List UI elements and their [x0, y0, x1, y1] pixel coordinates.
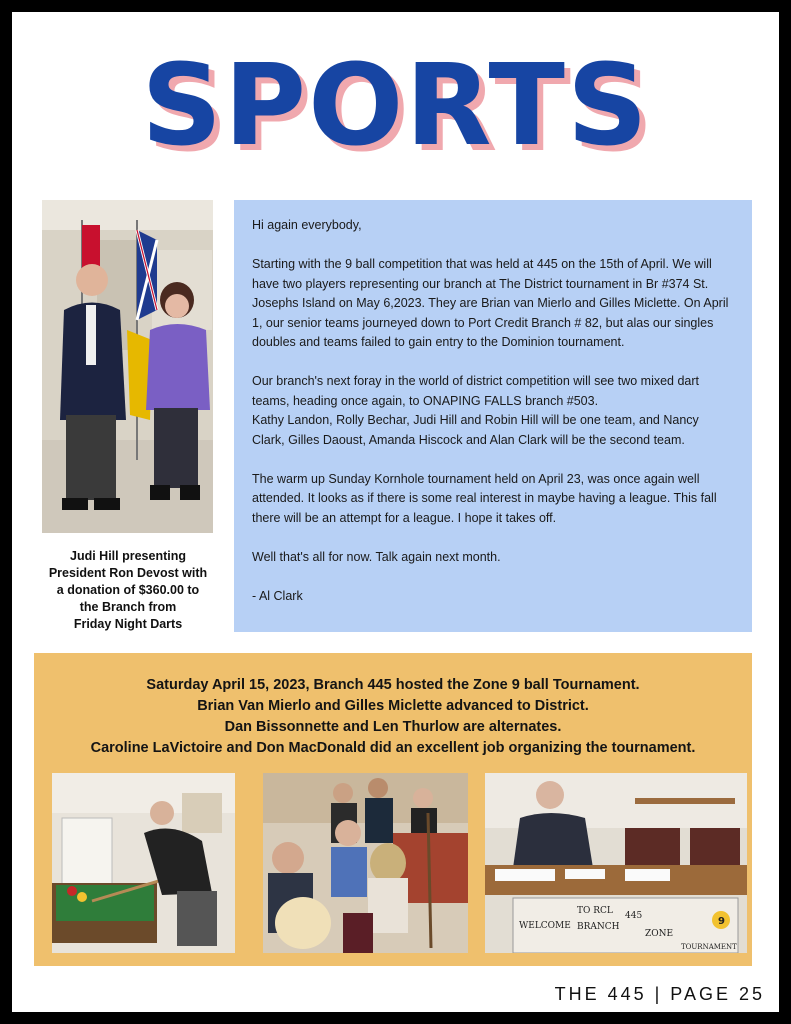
- event-box: [34, 653, 752, 966]
- sign-text: WELCOME: [519, 921, 571, 931]
- letter-signoff: - Al Clark: [252, 588, 303, 603]
- letter-paragraph-part: Our branch's next foray in the world of district competition will see two mixed dart teams, heading once again, to ONAPING FALLS branch #503.: [252, 374, 700, 408]
- caption-line: a donation of $360.00 to: [56, 583, 200, 597]
- sign-text: ZONE: [645, 929, 674, 939]
- donation-photo: [42, 200, 213, 533]
- players-seated-photo: [263, 773, 468, 953]
- sign-text: 9: [718, 916, 725, 927]
- page-title: SPORTS: [141, 41, 650, 171]
- letter-paragraph-part: Kathy Landon, Rolly Bechar, Judi Hill and Robin Hill will be one team, and Nancy Clark, Gilles Daoust, Amanda Hiscock and Alan Clark will be the second team.: [252, 413, 699, 447]
- registration-table-photo: [485, 773, 747, 953]
- event-line: Caroline LaVictoire and Don MacDonald did an excellent job organizing the tournament.: [90, 740, 696, 756]
- letter-box: [234, 200, 752, 632]
- event-line: Saturday April 15, 2023, Branch 445 hosted the Zone 9 ball Tournament.: [146, 677, 640, 693]
- sign-text: BRANCH: [577, 922, 620, 932]
- event-line: Dan Bissonnette and Len Thurlow are alternates.: [224, 719, 562, 735]
- letter-paragraph: The warm up Sunday Kornhole tournament held on April 23, was once again well attended. It looks as if there is some real interest in maybe having a league. This fall there will be an attempt for a league. I hope it takes off.: [252, 471, 717, 525]
- caption-line: President Ron Devost with: [48, 566, 208, 580]
- letter-paragraph: [252, 372, 734, 450]
- caption-line: Friday Night Darts: [73, 617, 183, 631]
- letter-paragraph: Starting with the 9 ball competition that was held at 445 on the 15th of April. We will have two players representing our branch at The District tournament in Br #374 St. Josephs Island on May 6,2023. They are Brian van Mierlo and Gilles Miclette. On April 1, our senior teams journeyed down to Port Credit Branch # 82, but alas our singles doubles and teams failed to gain entry to the Dominion tournament.: [252, 257, 729, 349]
- page: [12, 12, 779, 1012]
- pool-player-photo: [52, 773, 235, 953]
- event-summary: [34, 675, 752, 759]
- photo-caption: [36, 548, 220, 633]
- sign-text: TOURNAMENT: [681, 943, 737, 951]
- sign-text: TO RCL: [577, 906, 613, 916]
- caption-line: Judi Hill presenting: [70, 549, 186, 563]
- letter-greeting: Hi again everybody,: [252, 218, 362, 232]
- page-footer: THE 445 | PAGE 25: [554, 984, 765, 1004]
- event-line: Brian Van Mierlo and Gilles Miclette advanced to District.: [197, 698, 589, 714]
- letter-paragraph: Well that's all for now. Talk again next month.: [252, 549, 501, 564]
- sign-text: 445: [625, 911, 643, 921]
- caption-line: the Branch from: [79, 600, 177, 614]
